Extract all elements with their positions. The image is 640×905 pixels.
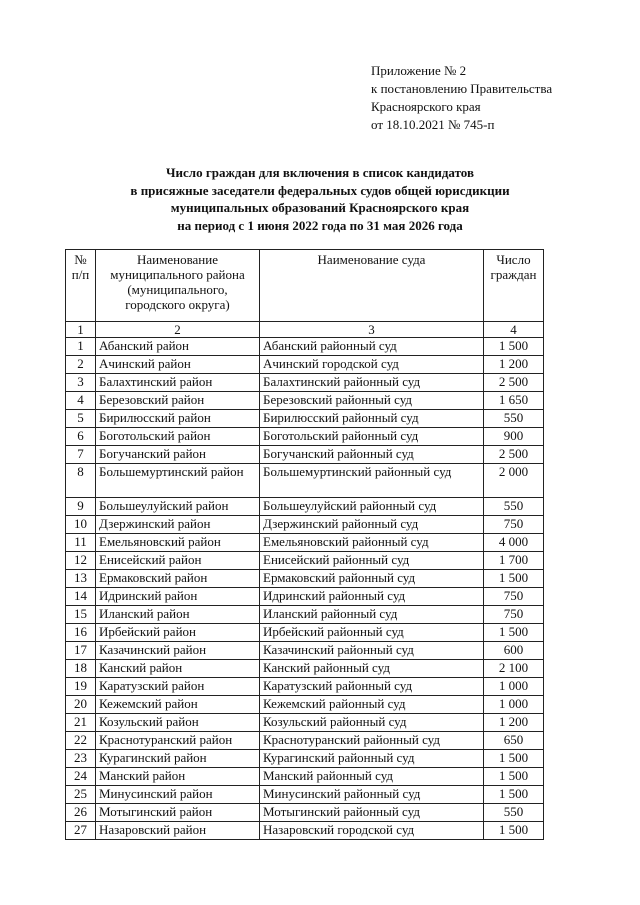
court-name: Козульский районный суд [260, 714, 484, 732]
table-row [66, 804, 544, 822]
table-row [66, 696, 544, 714]
row-number: 26 [66, 804, 96, 822]
court-name: Большемуртинский районный суд [260, 464, 484, 498]
citizen-count: 2 000 [484, 464, 544, 498]
appendix-region: Красноярского края [371, 99, 481, 114]
row-number: 1 [66, 338, 96, 356]
court-name: Каратузский районный суд [260, 678, 484, 696]
court-name: Мотыгинский районный суд [260, 804, 484, 822]
district-name: Емельяновский район [96, 534, 260, 552]
table-row [66, 588, 544, 606]
header-court: Наименование суда [260, 250, 484, 322]
row-number: 15 [66, 606, 96, 624]
title-line-1: Число граждан для включения в список кандидатов [165, 165, 474, 180]
citizen-count: 550 [484, 804, 544, 822]
court-name: Богучанский районный суд [260, 446, 484, 464]
court-name: Кежемский районный суд [260, 696, 484, 714]
table-row [66, 516, 544, 534]
citizen-count: 1 000 [484, 678, 544, 696]
row-number: 10 [66, 516, 96, 534]
citizen-count: 1 200 [484, 714, 544, 732]
court-name: Минусинский районный суд [260, 786, 484, 804]
court-name: Дзержинский районный суд [260, 516, 484, 534]
district-name: Енисейский район [96, 552, 260, 570]
row-number: 13 [66, 570, 96, 588]
column-number: 4 [484, 322, 544, 338]
district-name: Назаровский район [96, 822, 260, 840]
header-num: № п/п [66, 250, 96, 322]
citizen-count: 4 000 [484, 534, 544, 552]
district-name: Большеулуйский район [96, 498, 260, 516]
citizen-count: 550 [484, 498, 544, 516]
court-name: Казачинский районный суд [260, 642, 484, 660]
header-district: Наименование муниципального района (муниципального, городского округа) [96, 250, 260, 322]
court-name: Курагинский районный суд [260, 750, 484, 768]
district-name: Курагинский район [96, 750, 260, 768]
district-name: Минусинский район [96, 786, 260, 804]
table-row [66, 750, 544, 768]
title-line-2: в присяжные заседатели федеральных судов общей юрисдикции [130, 182, 510, 198]
district-name: Козульский район [96, 714, 260, 732]
table-row [66, 374, 544, 392]
district-name: Боготольский район [96, 428, 260, 446]
row-number: 27 [66, 822, 96, 840]
court-name: Бирилюсский районный суд [260, 410, 484, 428]
table-row [66, 356, 544, 374]
column-number: 3 [260, 322, 484, 338]
district-name: Идринский район [96, 588, 260, 606]
court-name: Манский районный суд [260, 768, 484, 786]
district-name: Богучанский район [96, 446, 260, 464]
table-header-row [66, 250, 544, 322]
citizen-count: 600 [484, 642, 544, 660]
table-row [66, 410, 544, 428]
court-name: Березовский районный суд [260, 392, 484, 410]
district-name: Краснотуранский район [96, 732, 260, 750]
row-number: 8 [66, 464, 96, 498]
district-name: Большемуртинский район [96, 464, 260, 498]
table-row [66, 822, 544, 840]
district-name: Ачинский район [96, 356, 260, 374]
table-row [66, 714, 544, 732]
table-row [66, 732, 544, 750]
district-name: Бирилюсский район [96, 410, 260, 428]
citizen-count: 750 [484, 606, 544, 624]
citizen-count: 550 [484, 410, 544, 428]
table-row [66, 428, 544, 446]
table-row [66, 338, 544, 356]
row-number: 9 [66, 498, 96, 516]
citizen-count: 750 [484, 588, 544, 606]
row-number: 12 [66, 552, 96, 570]
district-name: Балахтинский район [96, 374, 260, 392]
column-number: 2 [96, 322, 260, 338]
row-number: 17 [66, 642, 96, 660]
citizen-count: 900 [484, 428, 544, 446]
row-number: 6 [66, 428, 96, 446]
document-title [60, 164, 580, 234]
citizen-count: 2 100 [484, 660, 544, 678]
district-name: Абанский район [96, 338, 260, 356]
citizen-count: 1 500 [484, 786, 544, 804]
row-number: 20 [66, 696, 96, 714]
table-row [66, 768, 544, 786]
district-name: Ирбейский район [96, 624, 260, 642]
citizen-count: 750 [484, 516, 544, 534]
citizen-count: 1 500 [484, 822, 544, 840]
citizen-count: 1 700 [484, 552, 544, 570]
court-name: Емельяновский районный суд [260, 534, 484, 552]
row-number: 18 [66, 660, 96, 678]
citizen-count: 2 500 [484, 374, 544, 392]
court-name: Ирбейский районный суд [260, 624, 484, 642]
court-name: Ачинский городской суд [260, 356, 484, 374]
court-name: Идринский районный суд [260, 588, 484, 606]
header-count: Число граждан [484, 250, 544, 322]
court-name: Балахтинский районный суд [260, 374, 484, 392]
row-number: 3 [66, 374, 96, 392]
table-row [66, 660, 544, 678]
citizen-count: 1 000 [484, 696, 544, 714]
citizen-count: 1 500 [484, 570, 544, 588]
table-row [66, 606, 544, 624]
row-number: 22 [66, 732, 96, 750]
district-name: Мотыгинский район [96, 804, 260, 822]
row-number: 23 [66, 750, 96, 768]
court-name: Краснотуранский районный суд [260, 732, 484, 750]
row-number: 16 [66, 624, 96, 642]
column-number: 1 [66, 322, 96, 338]
title-line-3: муниципальных образований Красноярского края [170, 200, 470, 215]
table-row [66, 534, 544, 552]
citizen-count: 1 500 [484, 750, 544, 768]
district-name: Дзержинский район [96, 516, 260, 534]
citizens-table [65, 249, 544, 840]
row-number: 25 [66, 786, 96, 804]
appendix-resolution: к постановлению Правительства [371, 81, 553, 96]
row-number: 2 [66, 356, 96, 374]
row-number: 21 [66, 714, 96, 732]
row-number: 5 [66, 410, 96, 428]
citizen-count: 1 500 [484, 624, 544, 642]
title-line-4: на период с 1 июня 2022 года по 31 мая 2026 года [177, 217, 463, 233]
row-number: 14 [66, 588, 96, 606]
table-row [66, 786, 544, 804]
table-body [66, 338, 544, 840]
row-number: 11 [66, 534, 96, 552]
court-name: Иланский районный суд [260, 606, 484, 624]
district-name: Ермаковский район [96, 570, 260, 588]
district-name: Казачинский район [96, 642, 260, 660]
table-row [66, 552, 544, 570]
court-name: Большеулуйский районный суд [260, 498, 484, 516]
appendix-block [371, 62, 552, 134]
citizen-count: 1 500 [484, 768, 544, 786]
table-row [66, 392, 544, 410]
table-row [66, 570, 544, 588]
row-number: 19 [66, 678, 96, 696]
district-name: Каратузский район [96, 678, 260, 696]
court-name: Боготольский районный суд [260, 428, 484, 446]
district-name: Иланский район [96, 606, 260, 624]
court-name: Ермаковский районный суд [260, 570, 484, 588]
table-row [66, 624, 544, 642]
district-name: Березовский район [96, 392, 260, 410]
table-row [66, 464, 544, 498]
citizen-count: 1 200 [484, 356, 544, 374]
table-row [66, 498, 544, 516]
appendix-date: от 18.10.2021 № 745-п [371, 117, 495, 132]
citizen-count: 1 500 [484, 338, 544, 356]
row-number: 7 [66, 446, 96, 464]
court-name: Канский районный суд [260, 660, 484, 678]
table-row [66, 446, 544, 464]
appendix-number: Приложение № 2 [371, 63, 467, 78]
row-number: 4 [66, 392, 96, 410]
citizen-count: 650 [484, 732, 544, 750]
citizen-count: 1 650 [484, 392, 544, 410]
court-name: Абанский районный суд [260, 338, 484, 356]
district-name: Канский район [96, 660, 260, 678]
table-row [66, 642, 544, 660]
district-name: Манский район [96, 768, 260, 786]
column-numbers-row [66, 322, 544, 338]
court-name: Енисейский районный суд [260, 552, 484, 570]
table-row [66, 678, 544, 696]
row-number: 24 [66, 768, 96, 786]
citizen-count: 2 500 [484, 446, 544, 464]
district-name: Кежемский район [96, 696, 260, 714]
court-name: Назаровский городской суд [260, 822, 484, 840]
